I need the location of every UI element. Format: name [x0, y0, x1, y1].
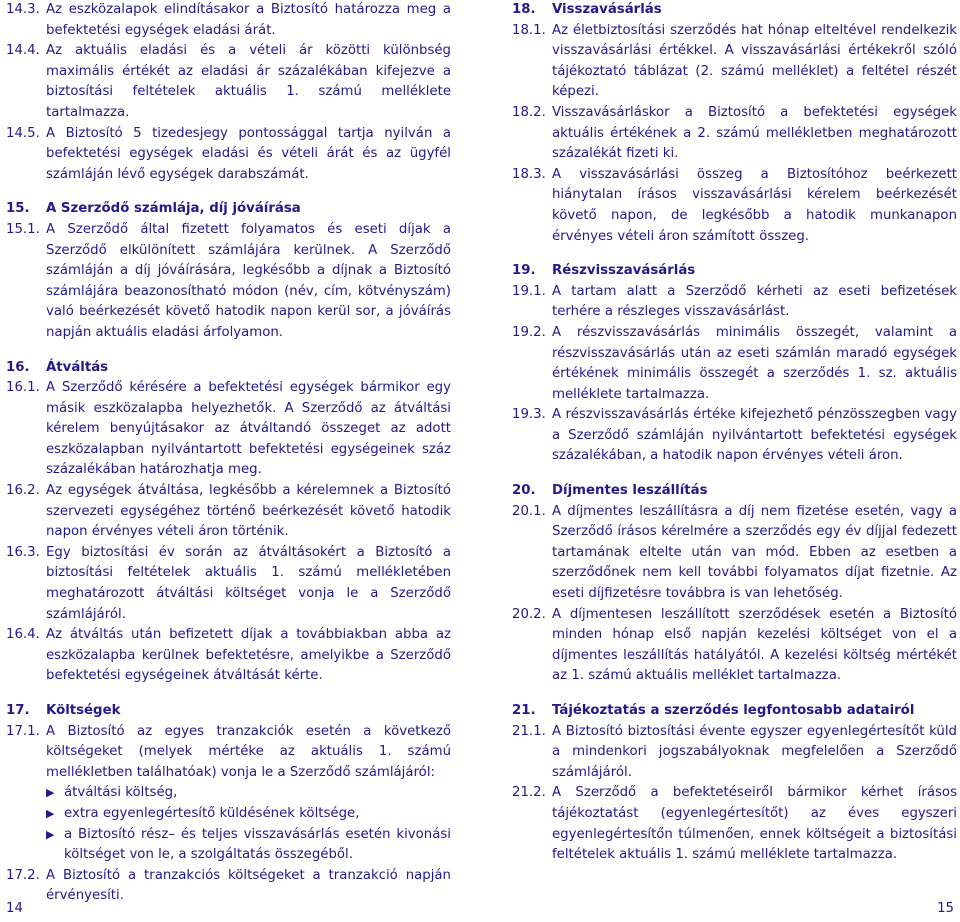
clause-text: Az egységek átváltása, legkésőbb a kérelemnek a Biztosító szervezeti egységéhez történő beérkezését követő hatodik napon érvényes vételi áron történik. [46, 483, 451, 540]
section-title: Visszavásárlás [552, 2, 662, 17]
section-title: A Szerződő számlája, díj jóváírása [46, 201, 301, 217]
clause-text: A Szerződő által fizetett folyamatos és eseti díjak a Szerződő elkülönített számlájára kerülnek. A Szerződő számláján a díj jóváírására, legkésőbb a díjnak a Biztosító számlájára beazonosítható módon (név, cím, kötvényszám) való beérkezését követő hatodik napon kerül sor, a jóváírás napján aktuális eladási árfolyamon. [46, 221, 451, 340]
section-title: Részvisszavásárlás [552, 263, 696, 279]
clause-number: 14.4. [6, 43, 40, 59]
section-heading-18 [512, 0, 957, 21]
clause-16-1 [6, 378, 451, 481]
clause-number: 14.3. [6, 2, 40, 17]
clause-18-1 [512, 21, 957, 103]
list-item [46, 783, 451, 804]
clause-16-4 [6, 625, 451, 687]
section-title: Tájékoztatás a szerződés legfontosabb adatairól [552, 703, 915, 718]
clause-text: A Szerződő kérésére a befektetési egységek bármikor egy másik eszközalapba helyezhetők. A Szerződő az átváltási kérelem benyújtásakor az átváltandó összeget az adott eszközalapban nyilvántartott befektetési egységeinek száz százalékában határozhatja meg. [46, 380, 451, 478]
clause-text: Az életbiztosítási szerződés hat hónap elteltével rendelkezik visszavásárlási értékkel. A visszavásárlási értékekről szóló tájékoztató táblázat (2. számú melléklet) a feltétel részét képezi. [552, 22, 957, 100]
section-heading-20 [512, 481, 957, 502]
section-heading-16 [6, 358, 451, 379]
clause-number: 14.5. [6, 125, 40, 141]
list-item [46, 825, 451, 866]
section-number: 15. [6, 201, 30, 217]
clause-text: A díjmentes leszállításra a díj nem fizetése esetén, vagy a Szerződő írásos kérelmére a szerződés egy év díjjal fedezett tartamának eltelte után van mód. Ebben az esetben a szerződőnek nem kell további folyamatos díjat fizetnie. Az eseti díjfizetésre továbbra is van lehetőség. [552, 503, 957, 602]
page-number-right: 15 [937, 901, 954, 917]
section-heading-15 [6, 199, 451, 220]
clause-text: Az aktuális eladási és a vételi ár közötti különbség maximális értékét az eladási ár százalékában kifejezve a biztosítási feltételek aktuális 1. számú melléklete tartalmazza. [46, 43, 451, 120]
clause-16-2 [6, 481, 451, 543]
section-title: Költségek [46, 703, 121, 718]
clause-number: 20.2. [512, 606, 546, 622]
clause-14-4 [6, 41, 451, 123]
triangle-bullet-icon: ▶ [46, 806, 55, 820]
clause-number: 21.2. [512, 785, 546, 801]
list-item [46, 804, 451, 825]
clause-text: A Szerződő a befektetéseiről bármikor kérhet írásos tájékoztatást (egyenlegértesítőt) az éves egyszeri egyenlegértesítőn túlmenően, ennek költségeit a biztosítási feltételek aktuális 1. számú melléklete tartalmazza. [552, 785, 957, 863]
clause-text: A Biztosító az egyes tranzakciók esetén a következő költségeket (melyek mértéke az aktuális 1. számú mellékletben találhatóak) vonja le a Szerződő számlájáról: [46, 723, 451, 780]
clause-number: 19.2. [512, 324, 546, 340]
clause-15-1 [6, 220, 451, 344]
clause-21-2 [512, 783, 957, 865]
clause-number: 16.1. [6, 380, 40, 396]
section-number: 21. [512, 703, 536, 718]
section-number: 19. [512, 263, 536, 279]
clause-19-1 [512, 282, 957, 323]
clause-18-3 [512, 165, 957, 247]
clause-text: A Biztosító biztosítási évente egyszer egyenlegértesítőt küld a mindenkori jogszabályoknak megfelelően a Szerződő számlájáról. [552, 723, 957, 780]
clause-number: 19.1. [512, 283, 546, 299]
list-item-text: átváltási költség, [64, 785, 178, 801]
clause-number: 18.1. [512, 22, 546, 38]
clause-text: Az eszközalapok elindításakor a Biztosító határozza meg a befektetési egységek eladási árát. [46, 2, 451, 38]
section-number: 18. [512, 2, 536, 17]
clause-16-3 [6, 543, 451, 625]
clause-14-3 [6, 0, 451, 41]
clause-text: A visszavásárlási összeg a Biztosítóhoz beérkezett hiánytalan írásos visszavásárlási kérelem beérkezését követő napon, de legkésőbb a hatodik munkanapon érvényes vételi áron számított összeg. [552, 166, 957, 244]
clause-text: Az átváltás után befizetett díjak a továbbiakban abba az eszközalapba kerülnek befektetésre, amelyikbe a Szerződő befektetési egységeinek átváltását kérte. [46, 627, 451, 684]
clause-18-2 [512, 103, 957, 165]
section-heading-17 [6, 701, 451, 722]
triangle-bullet-icon: ▶ [46, 786, 55, 800]
clause-number: 20.1. [512, 503, 546, 519]
triangle-bullet-icon: ▶ [46, 827, 55, 841]
clause-number: 16.3. [6, 544, 40, 560]
clause-text: A részvisszavásárlás minimális összegét, valamint a részvisszavásárlás után az eseti számlán maradó egységek értékének minimális összegét a szerződés 1. sz. aktuális melléklete tartalmazza. [552, 324, 957, 402]
clause-number: 16.4. [6, 627, 40, 643]
clause-number: 17.1. [6, 723, 40, 739]
clause-number: 21.1. [512, 723, 546, 739]
clause-text: A tartam alatt a Szerződő kérheti az eseti befizetések terhére a részleges visszavásárlást. [552, 283, 957, 320]
clause-number: 18.2. [512, 104, 546, 120]
clause-20-2 [512, 605, 957, 687]
left-column [6, 0, 451, 907]
section-number: 17. [6, 703, 30, 718]
right-column [512, 0, 957, 866]
section-title: Átváltás [46, 359, 109, 375]
clause-17-2 [6, 866, 451, 907]
clause-17-1 [6, 722, 451, 784]
page-number-left: 14 [6, 901, 23, 917]
section-heading-21 [512, 701, 957, 722]
clause-number: 15.1. [6, 221, 40, 237]
clause-20-1 [512, 502, 957, 605]
clause-number: 17.2. [6, 867, 40, 883]
clause-19-2 [512, 323, 957, 405]
clause-14-5 [6, 124, 451, 186]
clause-21-1 [512, 722, 957, 784]
clause-number: 19.3. [512, 407, 546, 423]
section-heading-19 [512, 261, 957, 282]
clause-number: 16.2. [6, 483, 40, 499]
clause-19-3 [512, 405, 957, 467]
clause-text: A Biztosító 5 tizedesjegy pontossággal tartja nyilván a befektetési egységek eladási és vételi árát és az ügyfél számláján lévő egységek darabszámát. [46, 125, 451, 182]
section-number: 16. [6, 359, 30, 375]
section-title: Díjmentes leszállítás [552, 483, 708, 499]
clause-text: A Biztosító a tranzakciós költségeket a tranzakció napján érvényesíti. [46, 867, 451, 904]
clause-text: Egy biztosítási év során az átváltásokért a Biztosító a biztosítási feltételek aktuális 1. számú mellékletében meghatározott átváltási költséget vonja le a Szerződő számlájáról. [46, 544, 451, 622]
clause-number: 18.3. [512, 166, 546, 182]
clause-text: A díjmentesen leszállított szerződések esetén a Biztosító minden hónap első napján kezelési költséget von el a díjmentes leszállítás hatályától. A kezelési költség mértékét az 1. számú aktuális melléklet tartalmazza. [552, 606, 957, 684]
list-item-text: extra egyenlegértesítő küldésének költsége, [64, 805, 360, 821]
section-number: 20. [512, 483, 536, 499]
list-item-text: a Biztosító rész– és teljes visszavásárlás esetén kivonási költséget von le, a szolgáltatás összegéből. [64, 826, 451, 863]
clause-text: A részvisszavásárlás értéke kifejezhető pénzösszegben vagy a Szerződő számláján nyilvántartott befektetési egységek százalékában, a hatodik napon érvényes vételi áron. [552, 407, 957, 464]
clause-text: Visszavásárláskor a Biztosító a befektetési egységek aktuális értékének a 2. számú mellékletben meghatározott százalékát fizeti ki. [552, 104, 957, 162]
cost-bullet-list [46, 783, 451, 865]
